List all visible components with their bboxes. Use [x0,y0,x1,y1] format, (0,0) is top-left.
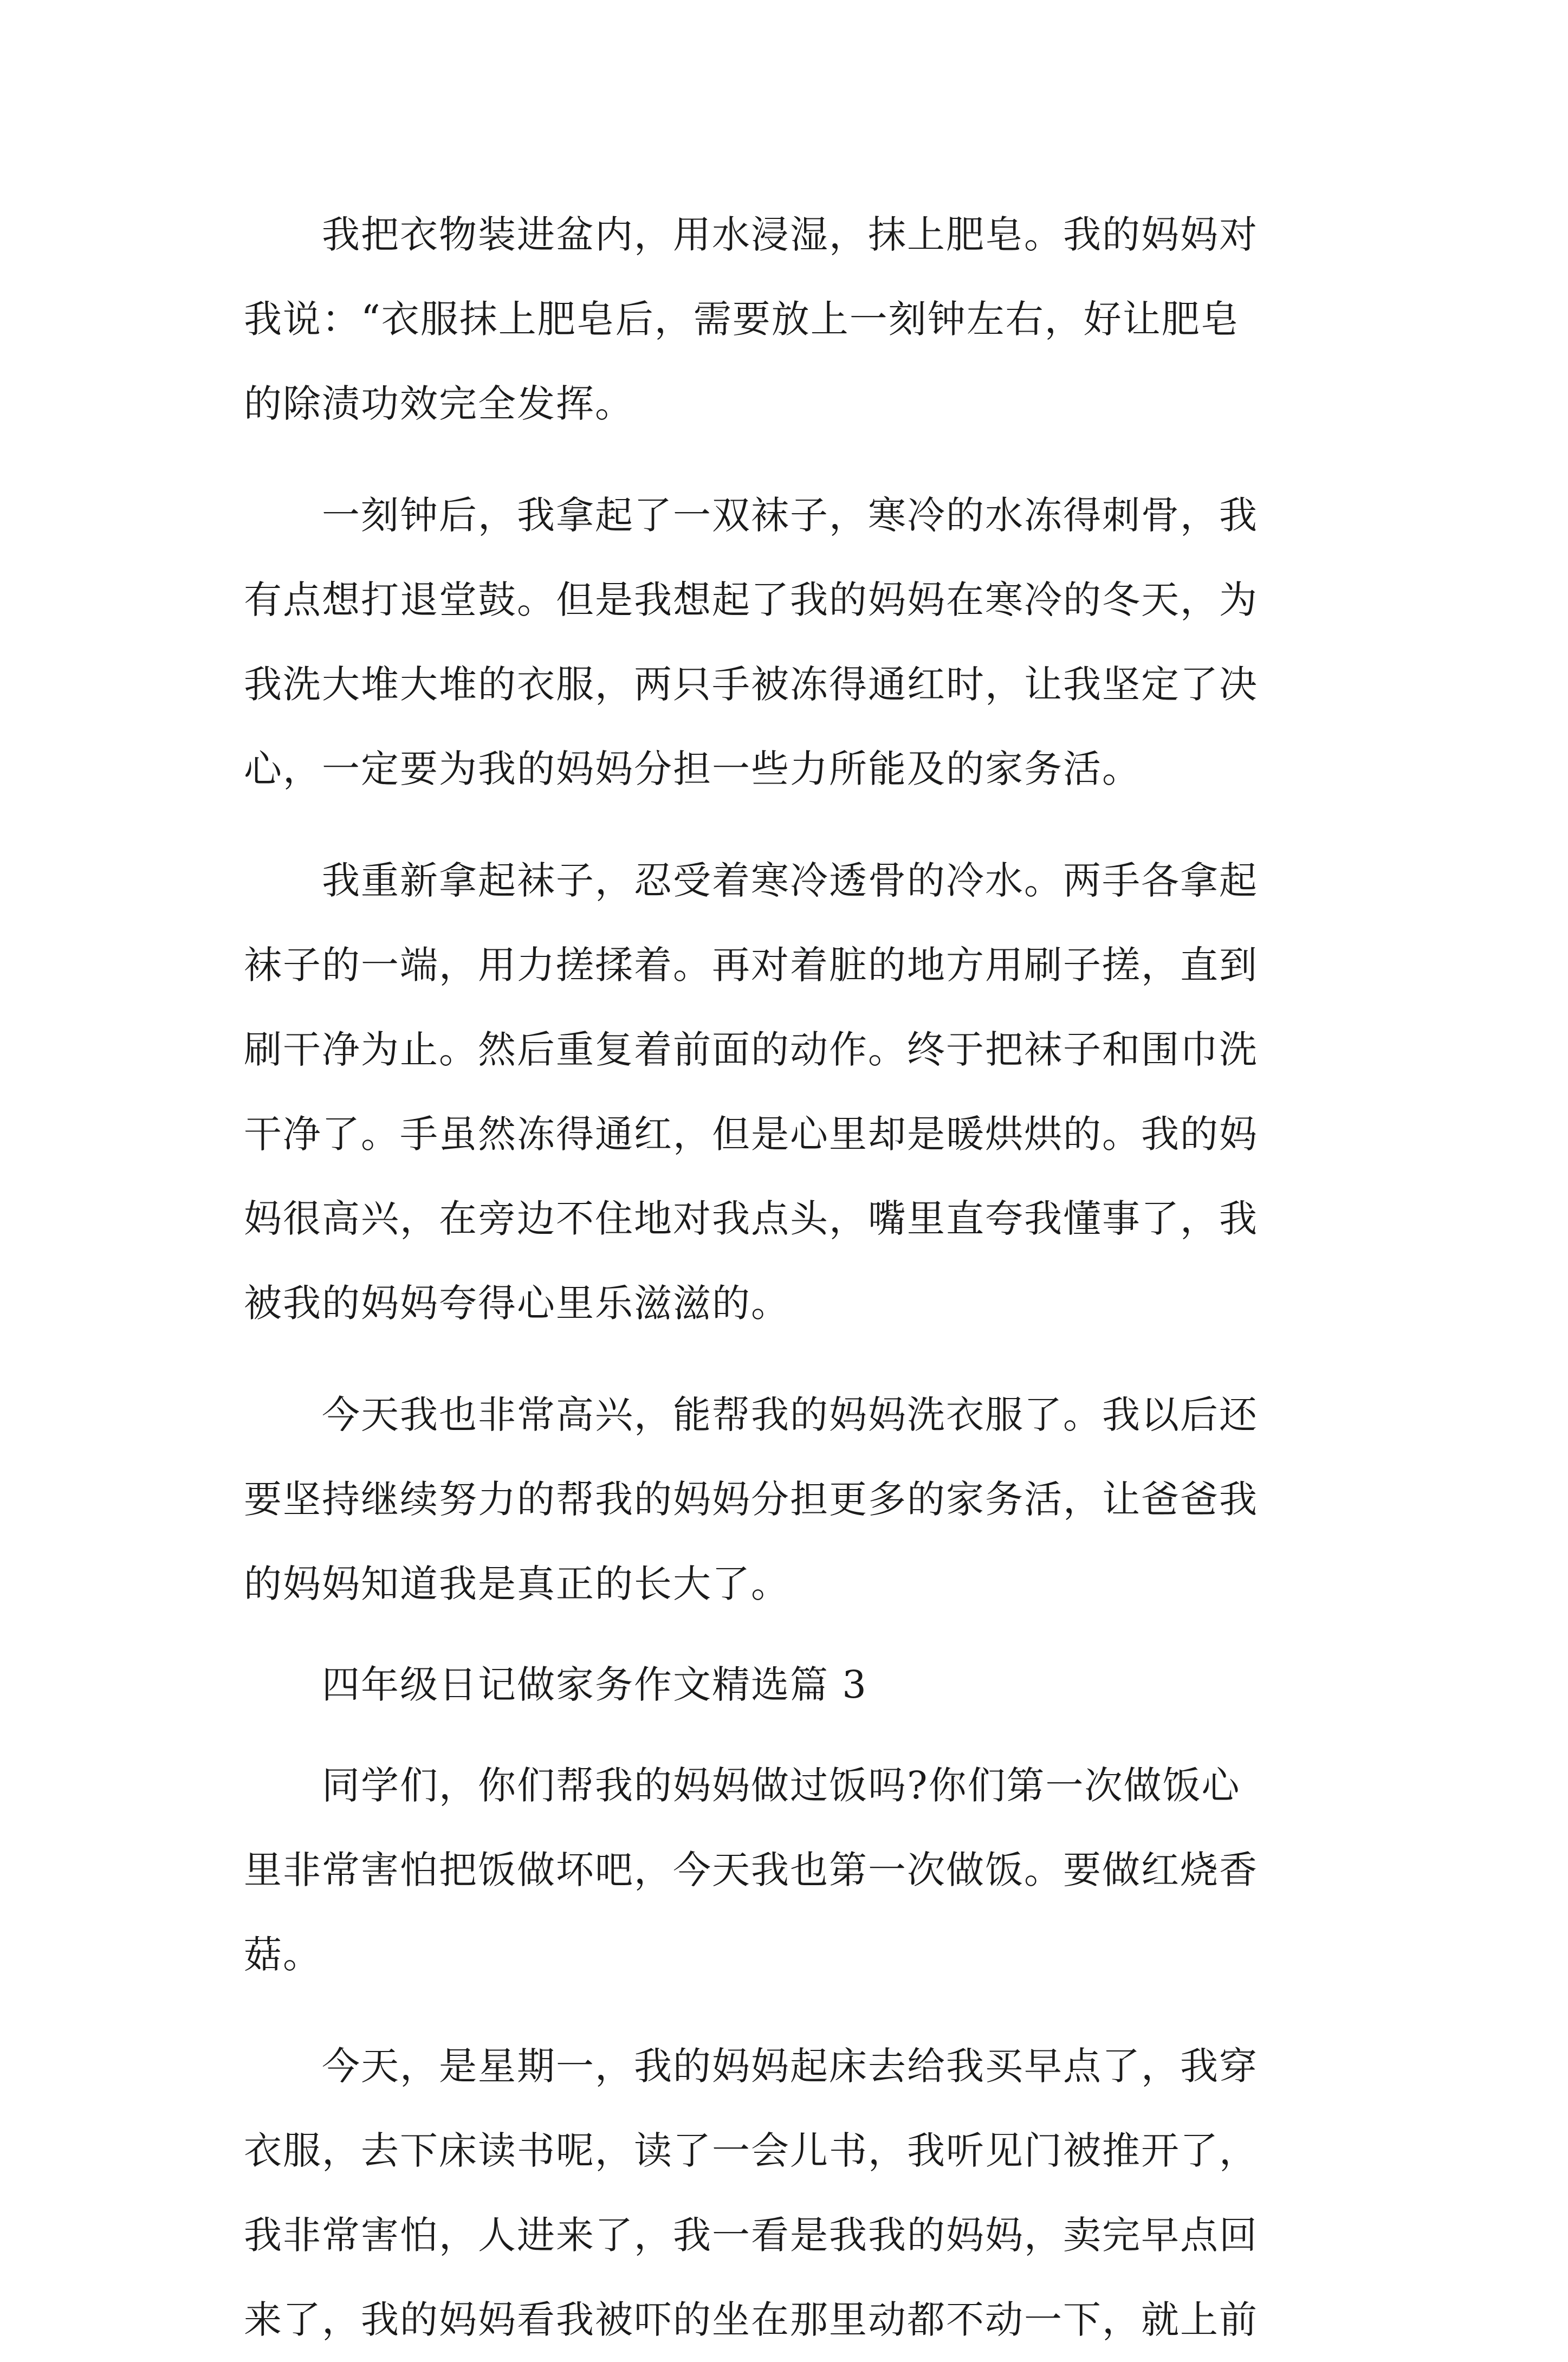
text-line: 心，一定要为我的妈妈分担一些力所能及的家务活。 [244,747,1141,791]
text-line: 被我的妈妈夸得心里乐滋滋的。 [244,1281,790,1325]
text-line: 同学们，你们帮我的妈妈做过饭吗?你们第一次做饭心 [244,1763,1241,1808]
text-line: 要坚持继续努力的帮我的妈妈分担更多的家务活，让爸爸我 [244,1477,1258,1522]
text-line: 我说：“衣服抹上肥皂后，需要放上一刻钟左右，好让肥皂 [244,297,1240,341]
text-line: 干净了。手虽然冻得通红，但是心里却是暖烘烘的。我的妈 [244,1112,1258,1156]
text-line: 今天，是星期一，我的妈妈起床去给我买早点了，我穿 [244,2044,1258,2088]
text-line: 今天我也非常高兴，能帮我的妈妈洗衣服了。我以后还 [244,1393,1258,1437]
text-line: 我洗大堆大堆的衣服，两只手被冻得通红时，让我坚定了决 [244,662,1258,707]
text-line: 衣服，去下床读书呢，读了一会儿书，我听见门被推开了， [244,2128,1258,2173]
text-line: 我把衣物装进盆内，用水浸湿，抹上肥皂。我的妈妈对 [244,212,1258,257]
text-line: 的妈妈知道我是真正的长大了。 [244,1562,790,1606]
text-line: 我重新拿起袜子，忍受着寒冷透骨的冷水。两手各拿起 [244,858,1258,903]
section-heading: 四年级日记做家务作文精选篇 3 [244,1662,867,1707]
document-body [244,192,1327,2362]
text-line: 里非常害怕把饭做坏吧，今天我也第一次做饭。要做红烧香 [244,1848,1258,1892]
text-line: 袜子的一端，用力搓揉着。再对着脏的地方用刷子搓，直到 [244,943,1258,987]
text-line: 刷干净为止。然后重复着前面的动作。终于把袜子和围巾洗 [244,1027,1258,1072]
text-line: 妈很高兴，在旁边不住地对我点头，嘴里直夸我懂事了，我 [244,1196,1258,1241]
text-line: 有点想打退堂鼓。但是我想起了我的妈妈在寒冷的冬天，为 [244,578,1258,622]
text-line: 来了，我的妈妈看我被吓的坐在那里动都不动一下，就上前 [244,2298,1258,2342]
text-line: 的除渍功效完全发挥。 [244,381,634,426]
text-line: 菇。 [244,1932,322,1977]
text-line: 我非常害怕，人进来了，我一看是我我的妈妈，卖完早点回 [244,2213,1258,2257]
text-line: 一刻钟后，我拿起了一双袜子，寒冷的水冻得刺骨，我 [244,493,1258,538]
